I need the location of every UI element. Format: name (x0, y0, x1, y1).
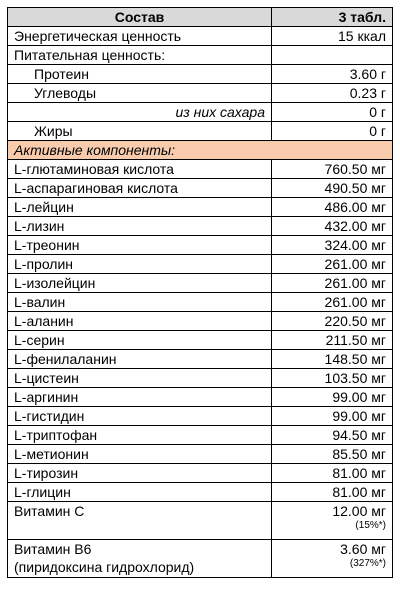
component-name: L-метионин (8, 445, 272, 464)
component-amount: 261.00 мг (272, 274, 393, 293)
component-amount: 85.50 мг (272, 445, 393, 464)
component-amount: 760.50 мг (272, 160, 393, 179)
component-name: L-аспарагиновая кислота (8, 179, 272, 198)
component-amount: 94.50 мг (272, 426, 393, 445)
composition-header: Состав (8, 8, 272, 27)
component-name: L-глютаминовая кислота (8, 160, 272, 179)
table-row (8, 388, 393, 407)
vitamin-row (8, 540, 393, 578)
vitamin-b6-value-cell (272, 540, 393, 578)
table-row (8, 426, 393, 445)
vitamin-b6-form: (пиридоксина гидрохлорид) (14, 559, 195, 575)
energy-row (8, 27, 393, 46)
energy-label: Энергетическая ценность (8, 27, 272, 46)
vitamin-c-label-cell (8, 502, 272, 540)
table-row (8, 445, 393, 464)
vitamin-row (8, 502, 393, 540)
vitamin-b6-value: 3.60 мг (340, 541, 386, 557)
component-name: L-изолейцин (8, 274, 272, 293)
component-name: L-цистеин (8, 369, 272, 388)
vitamin-c-percent: (15%*) (355, 520, 386, 531)
vitamin-c-label: Витамин C (14, 503, 85, 519)
component-amount: 261.00 мг (272, 293, 393, 312)
component-name: L-лизин (8, 217, 272, 236)
component-name: L-аргинин (8, 388, 272, 407)
fat-value: 0 г (272, 122, 393, 141)
component-amount: 103.50 мг (272, 369, 393, 388)
sugar-value: 0 г (272, 103, 393, 122)
component-name: L-серин (8, 331, 272, 350)
component-amount: 261.00 мг (272, 255, 393, 274)
nutrition-row (8, 84, 393, 103)
component-amount: 490.50 мг (272, 179, 393, 198)
active-rows (8, 160, 393, 502)
component-amount: 486.00 мг (272, 198, 393, 217)
component-amount: 81.00 мг (272, 483, 393, 502)
vitamin-b6-label-cell (8, 540, 272, 578)
table-row (8, 160, 393, 179)
component-name: L-треонин (8, 236, 272, 255)
vitamin-b6-percent: (327%*) (349, 558, 386, 569)
component-amount: 211.50 мг (272, 331, 393, 350)
table-row (8, 217, 393, 236)
table-row (8, 312, 393, 331)
vitamin-b6-label: Витамин B6 (14, 541, 92, 557)
component-name: L-аланин (8, 312, 272, 331)
table-row (8, 179, 393, 198)
nutrition-heading-row (8, 46, 393, 65)
component-name: L-фенилаланин (8, 350, 272, 369)
table-row (8, 236, 393, 255)
component-amount: 220.50 мг (272, 312, 393, 331)
composition-table-container (7, 7, 392, 578)
component-amount: 99.00 мг (272, 388, 393, 407)
header-row (8, 8, 393, 27)
component-amount: 148.50 мг (272, 350, 393, 369)
component-name: L-валин (8, 293, 272, 312)
component-name: L-тирозин (8, 464, 272, 483)
table-row (8, 483, 393, 502)
component-amount: 99.00 мг (272, 407, 393, 426)
component-name: L-пролин (8, 255, 272, 274)
energy-value: 15 ккал (272, 27, 393, 46)
nutrition-empty-cell (272, 46, 393, 65)
table-row (8, 464, 393, 483)
vitamin-c-value-cell (272, 502, 393, 540)
protein-value: 3.60 г (272, 65, 393, 84)
sugar-label: из них сахара (8, 103, 272, 122)
carbs-label: Углеводы (8, 84, 272, 103)
composition-table (7, 7, 393, 578)
vitamin-c-value: 12.00 мг (332, 503, 386, 519)
table-row (8, 293, 393, 312)
nutrition-row (8, 122, 393, 141)
table-row (8, 331, 393, 350)
nutrition-row (8, 65, 393, 84)
active-section-label: Активные компоненты: (8, 141, 393, 160)
component-name: L-гистидин (8, 407, 272, 426)
protein-label: Протеин (8, 65, 272, 84)
nutrition-row (8, 103, 393, 122)
fat-label: Жиры (8, 122, 272, 141)
table-row (8, 407, 393, 426)
table-row (8, 255, 393, 274)
carbs-value: 0.23 г (272, 84, 393, 103)
component-name: L-триптофан (8, 426, 272, 445)
table-row (8, 274, 393, 293)
table-row (8, 369, 393, 388)
nutrition-label: Питательная ценность: (8, 46, 272, 65)
component-amount: 324.00 мг (272, 236, 393, 255)
component-amount: 432.00 мг (272, 217, 393, 236)
table-row (8, 350, 393, 369)
component-name: L-глицин (8, 483, 272, 502)
component-amount: 81.00 мг (272, 464, 393, 483)
active-section-row (8, 141, 393, 160)
table-row (8, 198, 393, 217)
serving-header: 3 табл. (272, 8, 393, 27)
component-name: L-лейцин (8, 198, 272, 217)
